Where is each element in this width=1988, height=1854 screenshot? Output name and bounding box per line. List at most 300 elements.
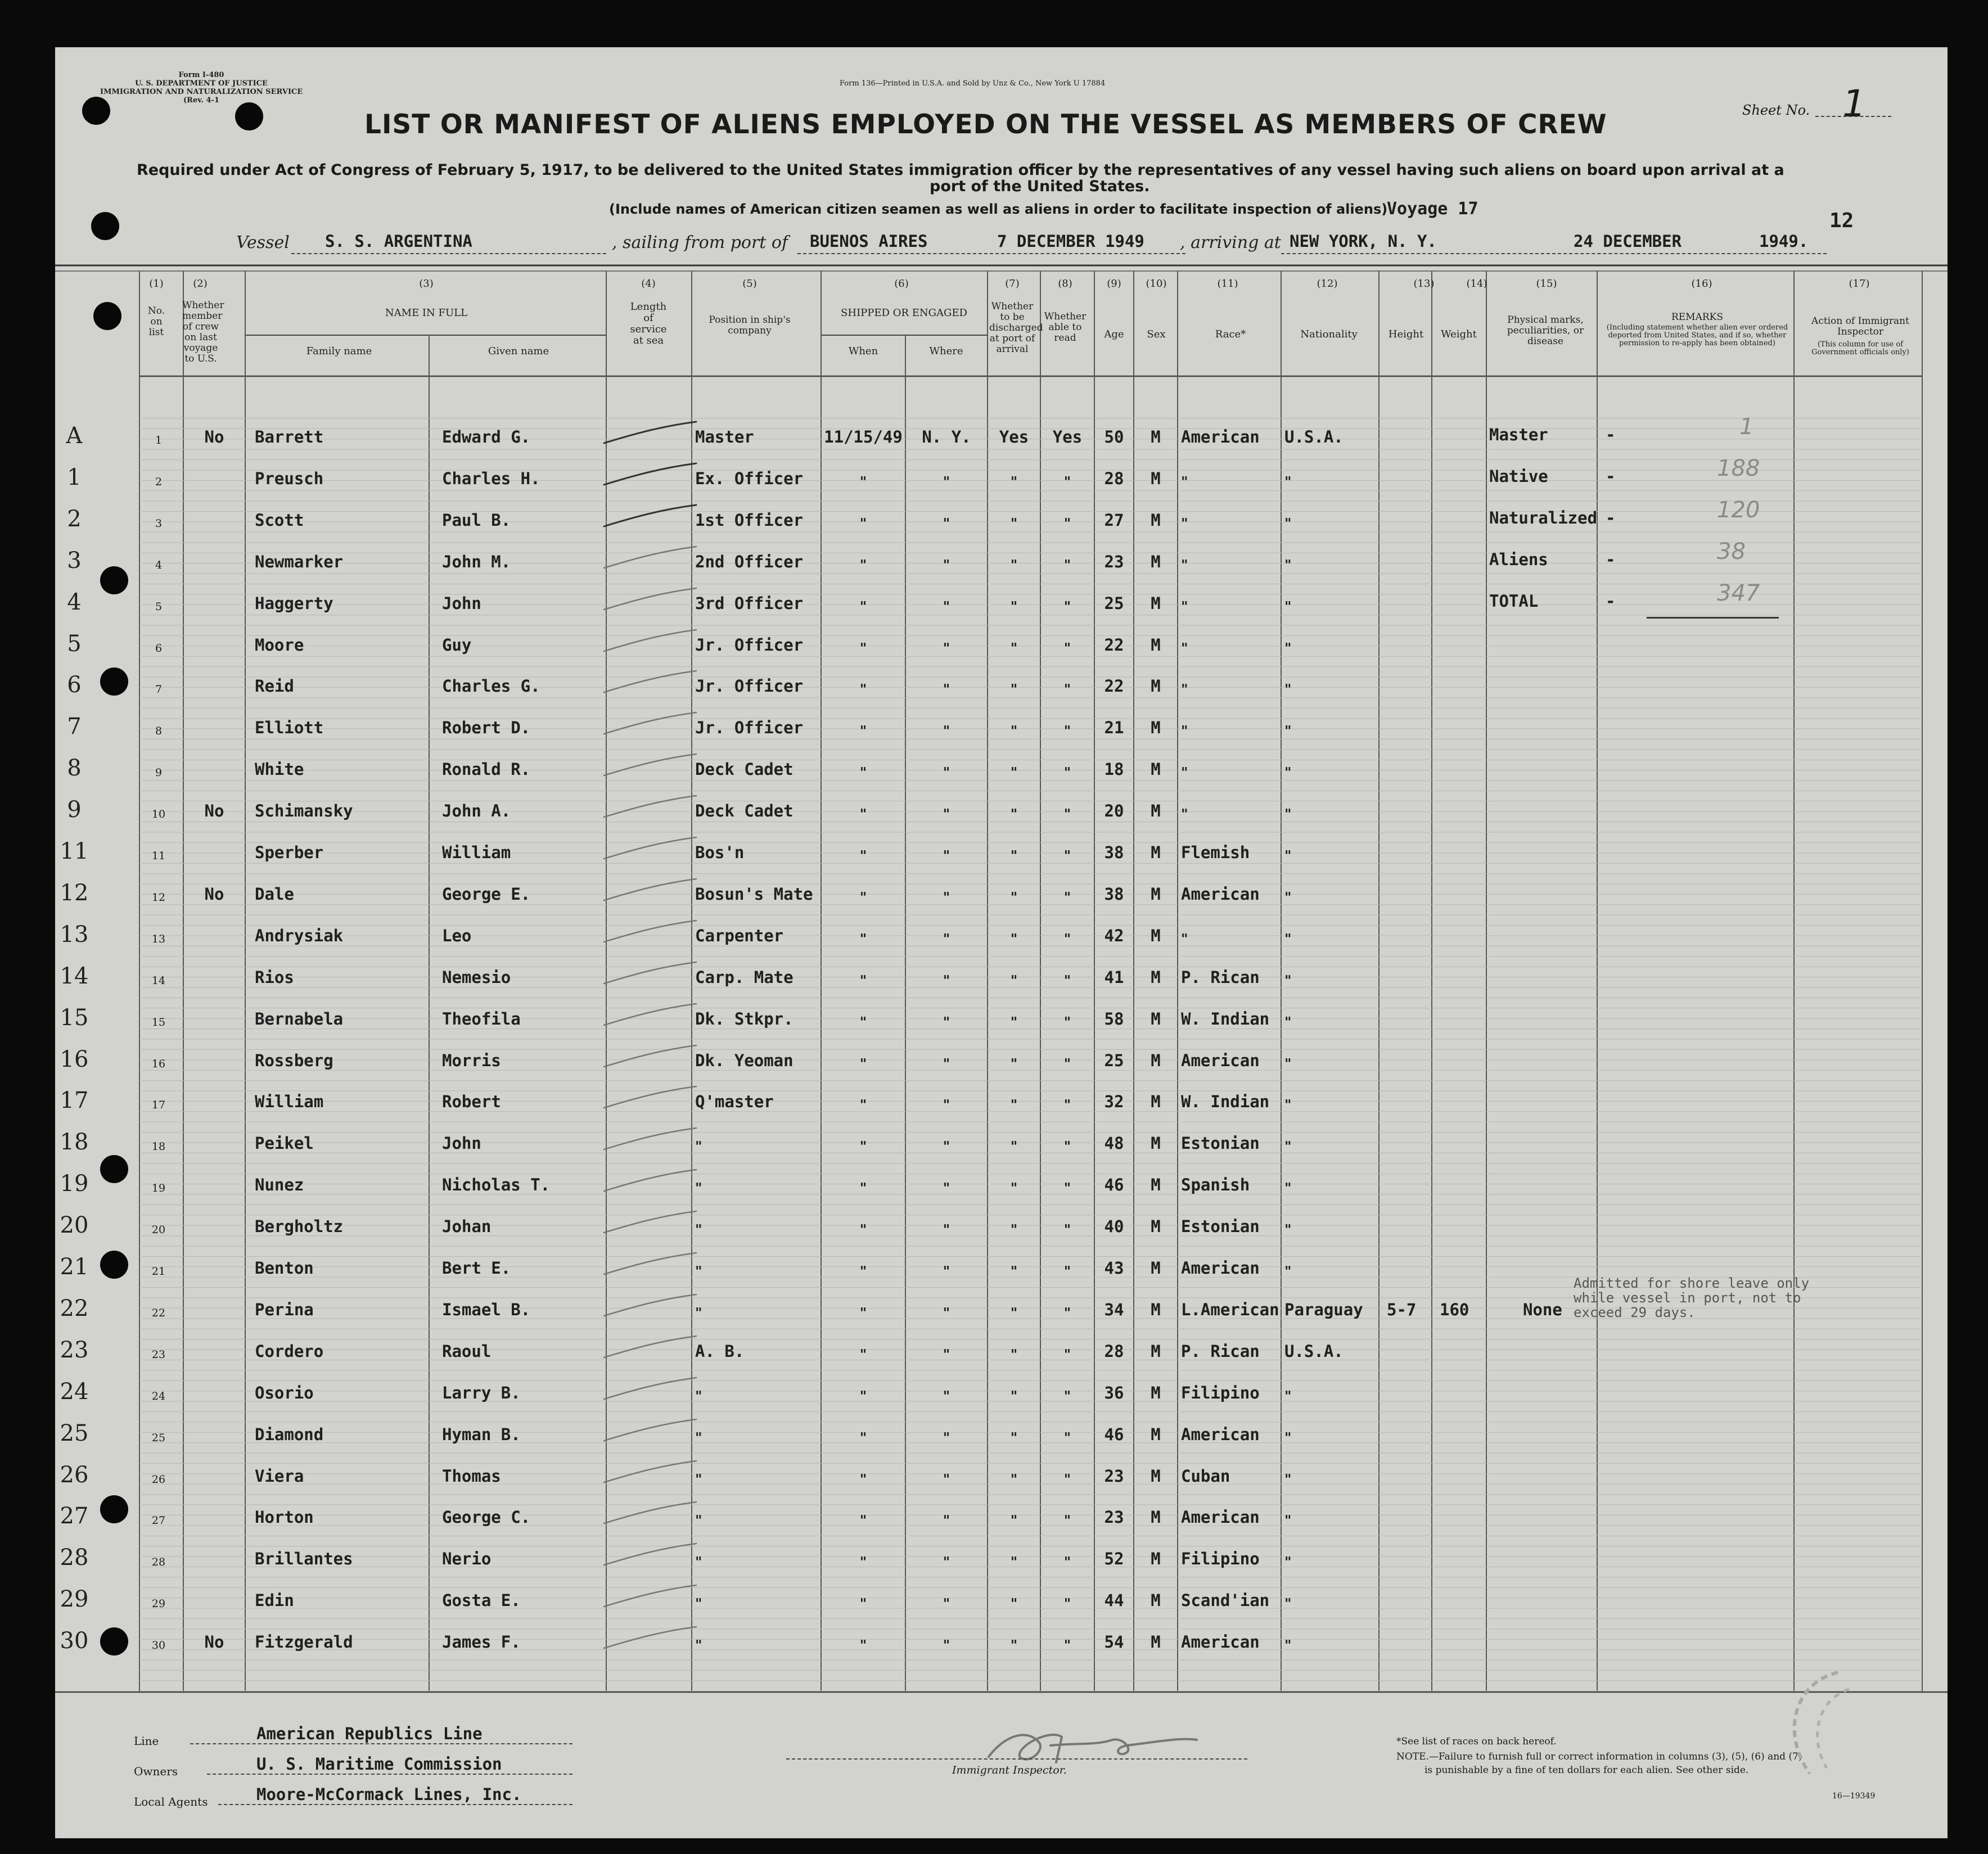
cell-race: ": [1181, 515, 1188, 531]
cell-sex: M: [1151, 676, 1161, 696]
cell-no: 4: [155, 558, 163, 571]
cell-race: P. Rican: [1181, 967, 1260, 987]
cell-no: 6: [155, 642, 163, 655]
cell-age: 23: [1104, 1508, 1124, 1527]
cell-no: 17: [151, 1099, 166, 1112]
summary-label: Native: [1489, 466, 1548, 486]
cell-race: W. Indian: [1181, 1009, 1270, 1029]
cell-no: 8: [155, 725, 163, 738]
cell-age: 44: [1104, 1591, 1124, 1611]
cell-family: Sperber: [255, 843, 324, 862]
cell-age: 20: [1104, 801, 1124, 821]
cell-age: 22: [1104, 676, 1124, 696]
agents-value: Moore-McCormack Lines, Inc.: [256, 1785, 522, 1804]
cell-nat: ": [1284, 888, 1292, 905]
cell-sex: M: [1151, 1258, 1161, 1278]
cell-hand: 20: [60, 1212, 89, 1239]
owners-label: Owners: [134, 1765, 178, 1778]
cell-read: ": [1063, 556, 1071, 573]
cell-position: Q'master: [695, 1092, 774, 1112]
cell-where: ": [943, 1595, 950, 1612]
cell-read: ": [1063, 598, 1071, 615]
cell-nat: ": [1284, 972, 1292, 989]
cell-position: ": [695, 1554, 702, 1571]
cell-sex: M: [1151, 884, 1161, 904]
cell-position: Deck Cadet: [695, 801, 794, 821]
cell-disch: ": [1010, 1180, 1018, 1197]
form-id-line4: (Rev. 4-1: [183, 96, 219, 105]
col12-number: (12): [1317, 278, 1338, 290]
pencil-tick: [599, 1042, 701, 1070]
cell-hand: 13: [60, 921, 89, 948]
cell-where: ": [943, 1138, 950, 1155]
cell-when: ": [859, 888, 867, 905]
cell-family: Diamond: [255, 1424, 324, 1444]
cell-nat: ": [1284, 639, 1292, 656]
cell-sex: M: [1151, 1092, 1161, 1112]
col4-number: (4): [641, 278, 656, 290]
col6a-title: When: [848, 345, 878, 357]
cell-prev: No: [204, 884, 224, 904]
date-to-year: 1949.: [1759, 232, 1809, 251]
cell-given: Raoul: [442, 1341, 492, 1361]
col7-title: Whether to be discharged at port of arrival: [989, 301, 1043, 355]
date-from: 7 DECEMBER 1949: [997, 232, 1144, 251]
page-title: LIST OR MANIFEST OF ALIENS EMPLOYED ON THE VESSEL AS MEMBERS OF CREW: [364, 109, 1607, 140]
inspector-label: Immigrant Inspector.: [952, 1764, 1067, 1776]
cell-sex: M: [1151, 1217, 1161, 1237]
cell-position: ": [695, 1221, 702, 1238]
cell-nat: ": [1284, 556, 1292, 573]
cell-age: 36: [1104, 1383, 1124, 1402]
cell-position: Jr. Officer: [695, 676, 804, 696]
cell-age: 23: [1104, 552, 1124, 571]
pencil-tick: [599, 834, 701, 862]
cell-sex: M: [1151, 760, 1161, 779]
cell-read: ": [1063, 681, 1071, 698]
cell-age: 54: [1104, 1632, 1124, 1652]
cell-when: ": [859, 1429, 867, 1446]
cell-position: Bos'n: [695, 843, 745, 862]
pencil-tick: [599, 1166, 702, 1197]
pencil-tick: [599, 626, 701, 655]
summary-underline: [1647, 617, 1779, 619]
cell-given: Ronald R.: [442, 760, 531, 779]
cell-position: ": [695, 1470, 702, 1487]
cell-position: 2nd Officer: [695, 552, 804, 571]
cell-nat: ": [1284, 1554, 1292, 1571]
cell-race: L.American: [1181, 1300, 1279, 1319]
cell-family: Reid: [255, 676, 294, 696]
cell-no: 27: [151, 1514, 166, 1527]
cell-when: ": [859, 1512, 867, 1529]
cell-where: ": [943, 1097, 950, 1113]
cell-race: ": [1181, 598, 1188, 615]
cell-disch: ": [1010, 681, 1018, 698]
cell-position: Master: [695, 427, 754, 446]
cell-position: ": [695, 1429, 702, 1446]
cell-nat: ": [1284, 598, 1292, 615]
note-line1: NOTE.—Failure to furnish full or correct information in columns (3), (5), (6) and (7): [1396, 1751, 1802, 1762]
cell-disch: ": [1010, 723, 1018, 739]
summary-label: TOTAL: [1489, 591, 1539, 611]
cell-when: ": [859, 1637, 867, 1654]
cell-family: Rossberg: [255, 1050, 333, 1070]
pencil-tick: [599, 418, 701, 446]
cell-age: 42: [1104, 926, 1124, 945]
cell-given: Larry B.: [442, 1383, 521, 1402]
cell-no: 2: [155, 475, 163, 488]
cell-hand: 18: [60, 1129, 89, 1156]
printer-line: Form 136—Printed in U.S.A. and Sold by Unz & Co., New York U 17884: [840, 79, 1106, 88]
cell-when: ": [859, 930, 867, 947]
cell-read: ": [1063, 972, 1071, 989]
cell-family: Scott: [255, 510, 304, 530]
cell-sex: M: [1151, 1632, 1161, 1652]
cell-sex: M: [1151, 1508, 1161, 1527]
cell-sex: M: [1151, 1383, 1161, 1402]
cell-race: P. Rican: [1181, 1341, 1260, 1361]
cell-family: Barrett: [255, 427, 324, 446]
owners-underline: [207, 1774, 572, 1775]
cell-nat: ": [1284, 1470, 1292, 1487]
cell-when: ": [859, 639, 867, 656]
cell-family: Cordero: [255, 1341, 324, 1361]
cell-sex: M: [1151, 1341, 1161, 1361]
cell-given: Paul B.: [442, 510, 511, 530]
form-id-line3: IMMIGRATION AND NATURALIZATION SERVICE: [100, 88, 303, 96]
cell-nat: ": [1284, 1429, 1292, 1446]
cell-nat: ": [1284, 1013, 1292, 1030]
cell-where: ": [943, 1263, 950, 1279]
cell-hand: 4: [67, 589, 82, 615]
line-value: American Republics Line: [256, 1724, 483, 1743]
cell-when: ": [859, 1387, 867, 1404]
port-to: NEW YORK, N. Y.: [1290, 232, 1437, 251]
cell-nat: ": [1284, 764, 1292, 781]
cell-where: ": [943, 1346, 950, 1363]
col1-number: (1): [149, 278, 164, 290]
cell-race: ": [1181, 806, 1188, 823]
remarks-line3: exceed 29 days.: [1574, 1305, 1696, 1320]
cell-race: ": [1181, 764, 1188, 781]
cell-nat: U.S.A.: [1284, 427, 1344, 446]
cell-age: 48: [1104, 1134, 1124, 1153]
cell-race: Scand'ian: [1181, 1591, 1270, 1611]
cell-given: James F.: [442, 1632, 521, 1652]
pencil-tick: [599, 1083, 701, 1111]
cell-when: ": [859, 723, 867, 739]
cell-no: 23: [151, 1348, 166, 1361]
cell-when: ": [859, 1554, 867, 1571]
cell-position: 1st Officer: [695, 510, 804, 530]
form-id-line1: Form I-480: [178, 71, 224, 79]
cell-disch: ": [1010, 1637, 1018, 1654]
agents-underline: [218, 1804, 572, 1805]
pencil-tick: [599, 709, 701, 737]
cell-position: Dk. Stkpr.: [695, 1009, 794, 1029]
pencil-tick: [599, 1623, 701, 1652]
summary-dash: -: [1606, 508, 1616, 527]
cell-given: Charles H.: [442, 468, 540, 488]
manifest-sheet: [55, 47, 1948, 1838]
cell-disch: ": [1010, 1387, 1018, 1404]
pencil-tick: [599, 585, 701, 613]
cell-hand: 5: [67, 630, 82, 657]
pencil-tick: [599, 1333, 701, 1361]
cell-age: 32: [1104, 1092, 1124, 1112]
cell-age: 22: [1104, 635, 1124, 655]
cell-sex: M: [1151, 1424, 1161, 1444]
cell-no: 26: [151, 1473, 166, 1486]
cell-nat: ": [1284, 1138, 1292, 1155]
cell-when: ": [859, 598, 867, 615]
cell-when: ": [859, 556, 867, 573]
cell-age: 46: [1104, 1424, 1124, 1444]
cell-family: White: [255, 760, 304, 779]
cell-no: 18: [151, 1140, 166, 1153]
cell-hand: 28: [60, 1545, 89, 1571]
cell-age: 18: [1104, 760, 1124, 779]
cell-marks: None: [1523, 1300, 1562, 1319]
cell-read: ": [1063, 1470, 1071, 1487]
cell-given: Robert: [442, 1092, 501, 1112]
cell-race: Filipino: [1181, 1549, 1260, 1569]
cell-given: Hyman B.: [442, 1424, 521, 1444]
cell-given: Nemesio: [442, 967, 511, 987]
cell-no: 21: [151, 1265, 166, 1278]
cell-when: ": [859, 681, 867, 698]
cell-sex: M: [1151, 1466, 1161, 1486]
pencil-tick: [599, 792, 701, 820]
col6-title: SHIPPED OR ENGAGED: [841, 307, 967, 319]
cell-nat: ": [1284, 1055, 1292, 1072]
cell-hand: 29: [60, 1586, 89, 1613]
cell-given: Ismael B.: [442, 1300, 531, 1319]
include-note: (Include names of American citizen seamen as well as aliens in order to facilitate inspection of aliens): [609, 201, 1388, 217]
cell-when: ": [859, 1180, 867, 1197]
cell-when: ": [859, 972, 867, 989]
cell-no: 19: [151, 1182, 166, 1195]
sheet-number: 1: [1842, 82, 1866, 125]
cell-position: ": [695, 1180, 702, 1197]
cell-hand: 15: [60, 1004, 89, 1031]
cell-when: ": [859, 1055, 867, 1072]
cell-where: ": [943, 515, 950, 531]
cell-no: 10: [151, 808, 166, 821]
cell-given: Charles G.: [442, 676, 540, 696]
cell-given: John A.: [442, 801, 511, 821]
cell-family: Bergholtz: [255, 1217, 344, 1237]
cell-position: ": [695, 1304, 702, 1321]
cell-disch: ": [1010, 556, 1018, 573]
cell-hand: 26: [60, 1461, 89, 1488]
cell-read: ": [1063, 639, 1071, 656]
cell-nat: ": [1284, 1637, 1292, 1654]
cell-weight: 160: [1440, 1300, 1469, 1319]
cell-sex: M: [1151, 1591, 1161, 1611]
cell-sex: M: [1151, 510, 1161, 530]
cell-sex: M: [1151, 552, 1161, 571]
cell-nat: ": [1284, 1221, 1292, 1238]
cell-position: Bosun's Mate: [695, 884, 813, 904]
cell-race: ": [1181, 473, 1188, 490]
cell-when: ": [859, 764, 867, 781]
remarks-line2: while vessel in port, not to: [1574, 1290, 1801, 1306]
cell-position: Jr. Officer: [695, 635, 804, 655]
cell-sex: M: [1151, 967, 1161, 987]
cell-no: 16: [151, 1057, 166, 1070]
cell-prev: No: [204, 1632, 224, 1652]
cell-where: ": [943, 723, 950, 739]
pencil-tick: [599, 1582, 701, 1610]
cell-where: ": [943, 639, 950, 656]
col11-title: Race*: [1215, 328, 1246, 340]
cell-given: Morris: [442, 1050, 501, 1070]
col3b-title: Given name: [488, 345, 549, 357]
cell-race: ": [1181, 556, 1188, 573]
cell-no: 14: [151, 974, 166, 987]
cell-sex: M: [1151, 427, 1161, 446]
cell-when: ": [859, 1138, 867, 1155]
pencil-tick: [599, 1291, 701, 1319]
cell-nat: ": [1284, 723, 1292, 739]
cell-disch: Yes: [999, 427, 1029, 446]
cell-family: Benton: [255, 1258, 314, 1278]
cell-when: ": [859, 1346, 867, 1363]
cell-disch: ": [1010, 972, 1018, 989]
cell-race: Filipino: [1181, 1383, 1260, 1402]
cell-race: American: [1181, 427, 1260, 446]
cell-position: ": [695, 1595, 702, 1612]
cell-no: 15: [151, 1016, 166, 1029]
cell-disch: ": [1010, 1470, 1018, 1487]
cell-disch: ": [1010, 639, 1018, 656]
inspector-line: [786, 1758, 1247, 1760]
cell-race: Estonian: [1181, 1134, 1260, 1153]
cell-read: ": [1063, 723, 1071, 739]
cell-read: ": [1063, 473, 1071, 490]
cell-family: Edin: [255, 1591, 294, 1611]
cell-disch: ": [1010, 888, 1018, 905]
cell-given: William: [442, 843, 511, 862]
pencil-tick: [599, 1499, 701, 1527]
cell-hand: 16: [60, 1046, 89, 1072]
cell-family: Viera: [255, 1466, 304, 1486]
cell-nat: ": [1284, 1387, 1292, 1404]
col11-number: (11): [1217, 278, 1238, 290]
cell-given: Leo: [442, 926, 472, 945]
cell-when: ": [859, 473, 867, 490]
manifest-grid: [55, 47, 1948, 1700]
cell-age: 27: [1104, 510, 1124, 530]
cell-no: 30: [151, 1639, 166, 1652]
pencil-tick: [599, 1208, 701, 1236]
col16-title: REMARKS: [1671, 312, 1724, 323]
cell-disch: ": [1010, 1595, 1018, 1612]
cell-read: ": [1063, 1387, 1071, 1404]
cell-no: 11: [151, 850, 166, 862]
cell-no: 28: [151, 1556, 166, 1569]
cell-race: ": [1181, 930, 1188, 947]
col17-subtitle: (This column for use of Government officials only): [1811, 340, 1909, 357]
cell-read: ": [1063, 1180, 1071, 1197]
cell-read: ": [1063, 1554, 1071, 1571]
col13-number: (13): [1413, 278, 1435, 290]
col2-number: (2): [193, 278, 208, 290]
cell-read: ": [1063, 1013, 1071, 1030]
cell-sex: M: [1151, 593, 1161, 613]
pencil-tick: [599, 502, 701, 530]
arriving-label: , arriving at: [1180, 233, 1281, 252]
cell-given: Theofila: [442, 1009, 521, 1029]
col5-title: Position in ship's company: [709, 314, 791, 336]
pencil-tick: [599, 1416, 701, 1444]
cell-disch: ": [1010, 764, 1018, 781]
cell-sex: M: [1151, 1050, 1161, 1070]
pencil-tick: [599, 460, 701, 488]
cell-where: ": [943, 1512, 950, 1529]
col6-number: (6): [894, 278, 909, 290]
cell-where: ": [943, 1429, 950, 1446]
cell-no: 12: [151, 891, 166, 904]
cell-where: ": [943, 556, 950, 573]
cell-where: ": [943, 806, 950, 823]
cell-hand: 30: [60, 1628, 89, 1654]
col8-title: Whether able to read: [1044, 311, 1087, 344]
summary-dash: -: [1606, 591, 1616, 611]
cell-age: 58: [1104, 1009, 1124, 1029]
cell-where: ": [943, 1387, 950, 1404]
cell-prev: No: [204, 801, 224, 821]
voyage: Voyage 17: [1387, 199, 1478, 219]
cell-race: American: [1181, 1508, 1260, 1527]
cell-nat: ": [1284, 681, 1292, 698]
col9-number: (9): [1107, 278, 1121, 290]
page-mark: 12: [1829, 209, 1854, 232]
cell-race: Estonian: [1181, 1217, 1260, 1237]
cell-nat: ": [1284, 1097, 1292, 1113]
cell-when: ": [859, 1263, 867, 1279]
cell-age: 34: [1104, 1300, 1124, 1319]
cell-nat: U.S.A.: [1284, 1341, 1344, 1361]
cell-where: N. Y.: [922, 427, 971, 446]
col9-title: Age: [1104, 328, 1124, 340]
col10-title: Sex: [1147, 328, 1166, 340]
cell-disch: ": [1010, 1055, 1018, 1072]
cell-race: W. Indian: [1181, 1092, 1270, 1112]
cell-where: ": [943, 930, 950, 947]
cell-where: ": [943, 1013, 950, 1030]
cell-position: Ex. Officer: [695, 468, 804, 488]
cell-given: George E.: [442, 884, 531, 904]
col3-title: NAME IN FULL: [385, 307, 468, 319]
vessel-label: Vessel: [236, 233, 290, 252]
summary-count: 1: [1739, 414, 1754, 440]
cell-family: Horton: [255, 1508, 314, 1527]
col14-number: (14): [1466, 278, 1487, 290]
summary-count: 38: [1717, 538, 1746, 565]
summary-label: Master: [1489, 425, 1548, 444]
cell-no: 7: [155, 683, 163, 696]
cell-family: Haggerty: [255, 593, 333, 613]
cell-hand: 1: [67, 464, 82, 490]
cell-when: ": [859, 847, 867, 864]
cell-disch: ": [1010, 1554, 1018, 1571]
col14-title: Weight: [1441, 328, 1477, 340]
cell-given: Johan: [442, 1217, 492, 1237]
cell-when: ": [859, 1595, 867, 1612]
